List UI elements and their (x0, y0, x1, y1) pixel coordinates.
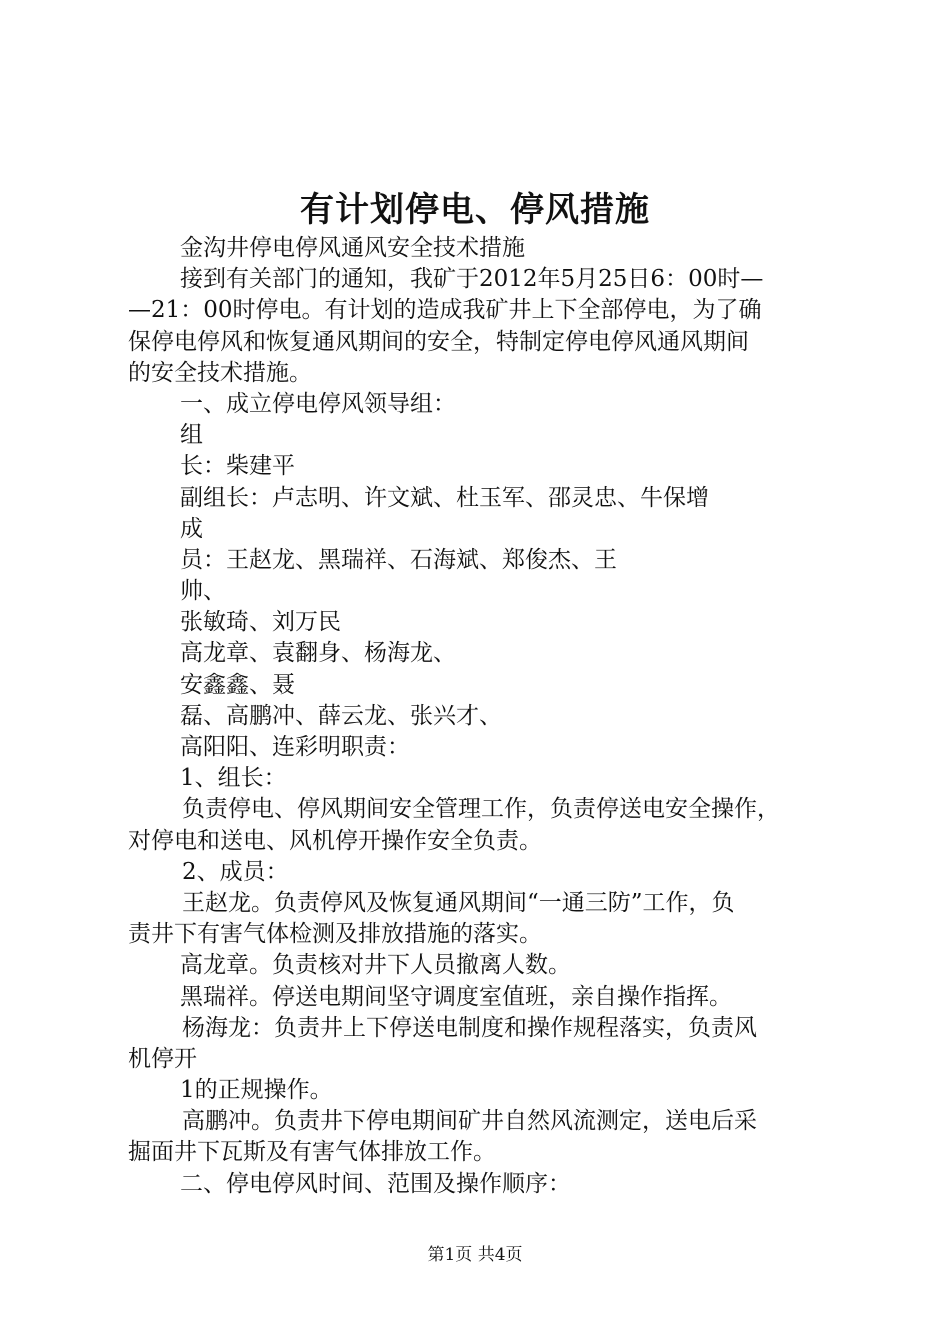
text-line: 长：柴建平 (180, 453, 295, 480)
text-line: 副组长：卢志明、许文斌、杜玉军、邵灵忠、牛保增 (180, 484, 709, 511)
text-line: 安鑫鑫、聂 (180, 671, 295, 698)
text-line: 磊、高鹏冲、薛云龙、张兴才、 (180, 702, 502, 729)
section-heading-1: 一、成立停电停风领导组： (180, 390, 456, 417)
text-line: 员：王赵龙、黑瑞祥、石海斌、郑俊杰、王 (180, 546, 617, 573)
text-line: 王赵龙。负责停风及恢复通风期间“一通三防”工作，负 (182, 889, 735, 916)
text-line: 成 (180, 515, 203, 542)
text-line: 对停电和送电、风机停开操作安全负责。 (128, 827, 542, 854)
document-body (128, 233, 838, 1200)
text-line: 黑瑞祥。停送电期间坚守调度室值班，亲自操作指挥。 (180, 983, 732, 1010)
text-line: 的安全技术措施。 (128, 359, 312, 386)
text-line: 掘面井下瓦斯及有害气体排放工作。 (128, 1139, 496, 1166)
text-line: 帅、 (180, 578, 226, 605)
page-footer: 第1页 共4页 (427, 1245, 523, 1265)
text-line: 高龙章。负责核对井下人员撤离人数。 (180, 952, 571, 979)
text-line: 高阳阳、连彩明职责： (180, 734, 410, 760)
subsection-heading: 1、组长： (180, 765, 287, 792)
text-line: 接到有关部门的通知，我矿于2012年5月25日6：00时— (180, 266, 764, 293)
text-line: 1的正规操作。 (180, 1077, 333, 1104)
text-line: 责井下有害气体检测及排放措施的落实。 (128, 921, 542, 948)
text-line: 保停电停风和恢复通风期间的安全，特制定停电停风通风期间 (128, 328, 749, 355)
section-heading-2: 二、停电停风时间、范围及操作顺序： (180, 1170, 571, 1197)
text-line-subtitle: 金沟井停电停风通风安全技术措施 (180, 235, 525, 261)
document-title: 有计划停电、停风措施 (300, 190, 650, 230)
text-line: 张敏琦、刘万民 (180, 609, 341, 636)
text-line: 组 (180, 422, 203, 449)
text-line: 高龙章、袁翻身、杨海龙、 (180, 640, 456, 667)
text-line: 杨海龙：负责井上下停送电制度和操作规程落实，负责风 (182, 1014, 757, 1041)
text-line: 高鹏冲。负责井下停电期间矿井自然风流测定，送电后采 (182, 1108, 757, 1135)
text-line: 机停开 (128, 1045, 197, 1072)
text-line: 负责停电、停风期间安全管理工作，负责停送电安全操作， (182, 796, 780, 823)
subsection-heading: 2、成员： (182, 858, 289, 885)
text-line: —21：00时停电。有计划的造成我矿井上下全部停电，为了确 (128, 297, 762, 324)
